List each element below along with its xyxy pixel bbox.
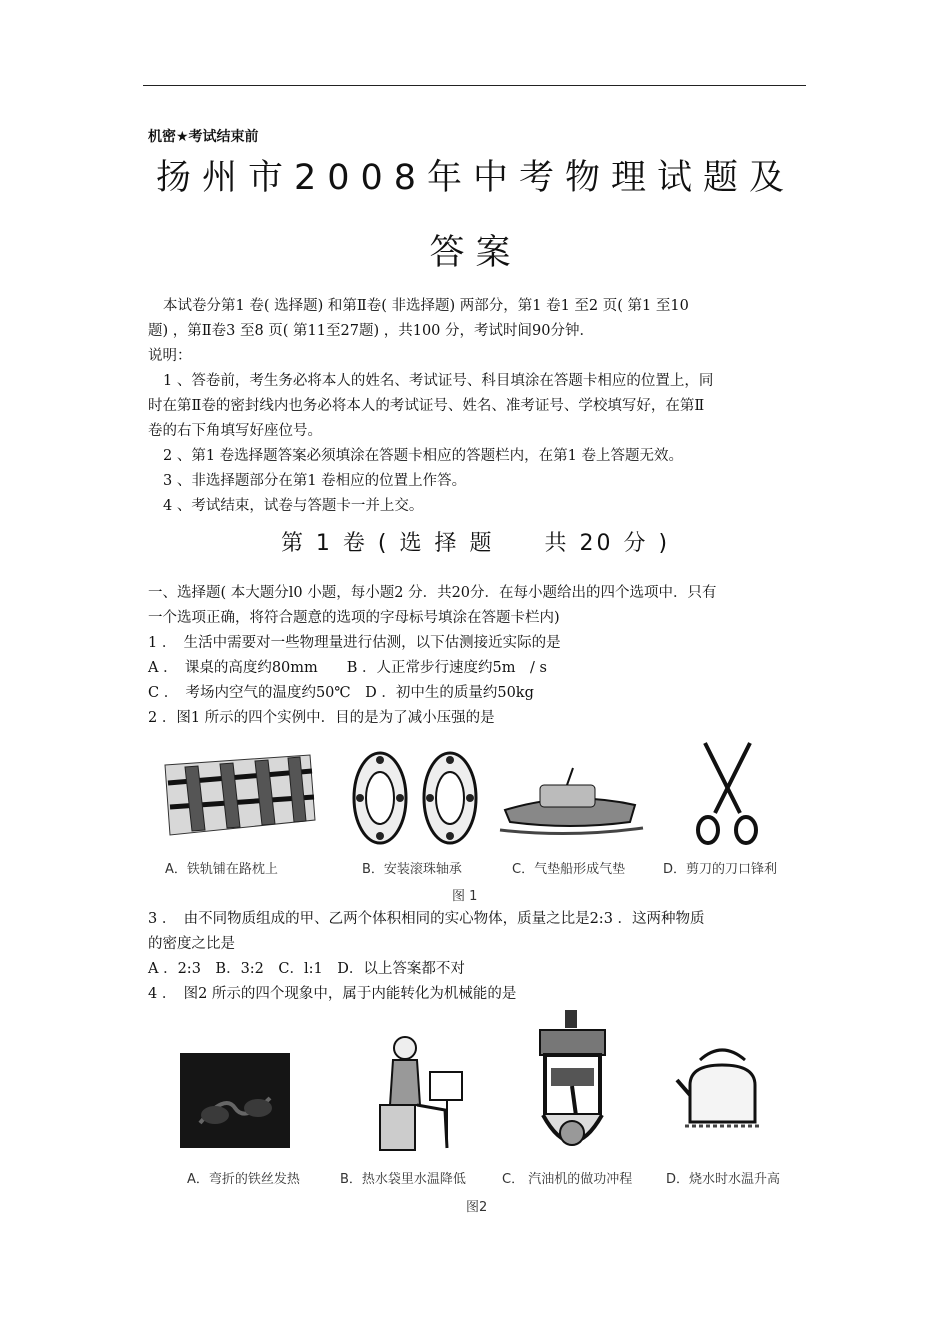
- q3-options: A ．2:3 B．3:2 C．l:1 D．以上答案都不对: [148, 961, 465, 977]
- q1-options-cd: C ． 考场内空气的温度约50℃ D ．初中生的质量约50kg: [148, 685, 534, 701]
- q1-options-ab: A ． 课桌的高度约80mm B ．人正常步行速度约5m / s: [148, 660, 547, 676]
- note1-line1: 1 、答卷前，考生务必将本人的姓名、考试证号、科目填涂在答题卡相应的位置上，同: [163, 373, 714, 389]
- bent-wire-photo: [180, 1053, 290, 1148]
- fig1-caption-b: B．安装滚珠轴承: [362, 862, 462, 877]
- fig2-caption-d: D．烧水时水温升高: [666, 1172, 781, 1187]
- ball-bearing-illustration: [350, 748, 485, 848]
- section-title: 第 1 卷 ( 选 择 题 共 20 分 ): [280, 531, 671, 556]
- q4-stem: 4 ． 图2 所示的四个现象中，属于内能转化为机械能的是: [148, 986, 517, 1002]
- intro-line2: 题) ，第Ⅱ卷3 至8 页( 第11至27题) ，共100 分，考试时间90分钟．: [148, 323, 594, 339]
- page-title-line2: 答案: [429, 233, 522, 273]
- note2: 2 、第1 卷选择题答案必须填涂在答题卡相应的答题栏内，在第1 卷上答题无效。: [163, 448, 684, 464]
- fig2-caption-c: C． 汽油机的做功冲程: [502, 1172, 633, 1187]
- q3-stem-line1: 3 ． 由不同物质组成的甲、乙两个体积相同的实心物体，质量之比是2:3 ．这两种物质: [148, 911, 705, 927]
- note4: 4 、考试结束，试卷与答题卡一并上交。: [163, 498, 424, 514]
- notes-label: 说明：: [148, 348, 192, 364]
- page-title-line1: 扬州市2008年中考物理试题及: [155, 158, 796, 198]
- section-instr-line1: 一、选择题( 本大题分l0 小题，每小题2 分．共20分．在每小题给出的四个选项中．只有: [148, 585, 717, 601]
- intro-line1: 本试卷分第1 卷( 选择题) 和第Ⅱ卷( 非选择题) 两部分，第1 卷1 至2 页( 第1 至10: [163, 298, 689, 314]
- figure1-label: 图 1: [452, 889, 478, 904]
- fig1-caption-a: A．铁轨铺在路枕上: [165, 862, 278, 877]
- kettle-illustration: [675, 1040, 770, 1135]
- note3: 3 、非选择题部分在第1 卷相应的位置上作答。: [163, 473, 467, 489]
- header-rule: [143, 85, 806, 86]
- section-instr-line2: 一个选项正确，将符合题意的选项的字母标号填涂在答题卡栏内): [148, 610, 560, 626]
- fig1-caption-c: C．气垫船形成气垫: [512, 862, 626, 877]
- hot-water-bottle-illustration: [375, 1030, 470, 1155]
- q1-stem: 1 ． 生活中需要对一些物理量进行估测，以下估测接近实际的是: [148, 635, 561, 651]
- note1-line2: 时在第Ⅱ卷的密封线内也务必将本人的考试证号、姓名、准考证号、学校填写好，在第Ⅱ: [148, 398, 705, 414]
- scissors-illustration: [690, 738, 765, 848]
- secret-label: 机密★考试结束前: [148, 129, 259, 145]
- fig2-caption-a: A．弯折的铁丝发热: [187, 1172, 300, 1187]
- q2-stem: 2 ．图1 所示的四个实例中．目的是为了减小压强的是: [148, 710, 495, 726]
- note1-line3: 卷的右下角填写好座位号。: [148, 423, 322, 439]
- fig2-caption-b: B．热水袋里水温降低: [340, 1172, 466, 1187]
- gasoline-engine-illustration: [525, 1008, 620, 1163]
- hovercraft-illustration: [495, 760, 645, 840]
- fig1-caption-d: D．剪刀的刀口锋利: [663, 862, 778, 877]
- railway-track-illustration: [160, 745, 320, 845]
- figure2-label: 图2: [466, 1200, 488, 1215]
- q3-stem-line2: 的密度之比是: [148, 936, 235, 952]
